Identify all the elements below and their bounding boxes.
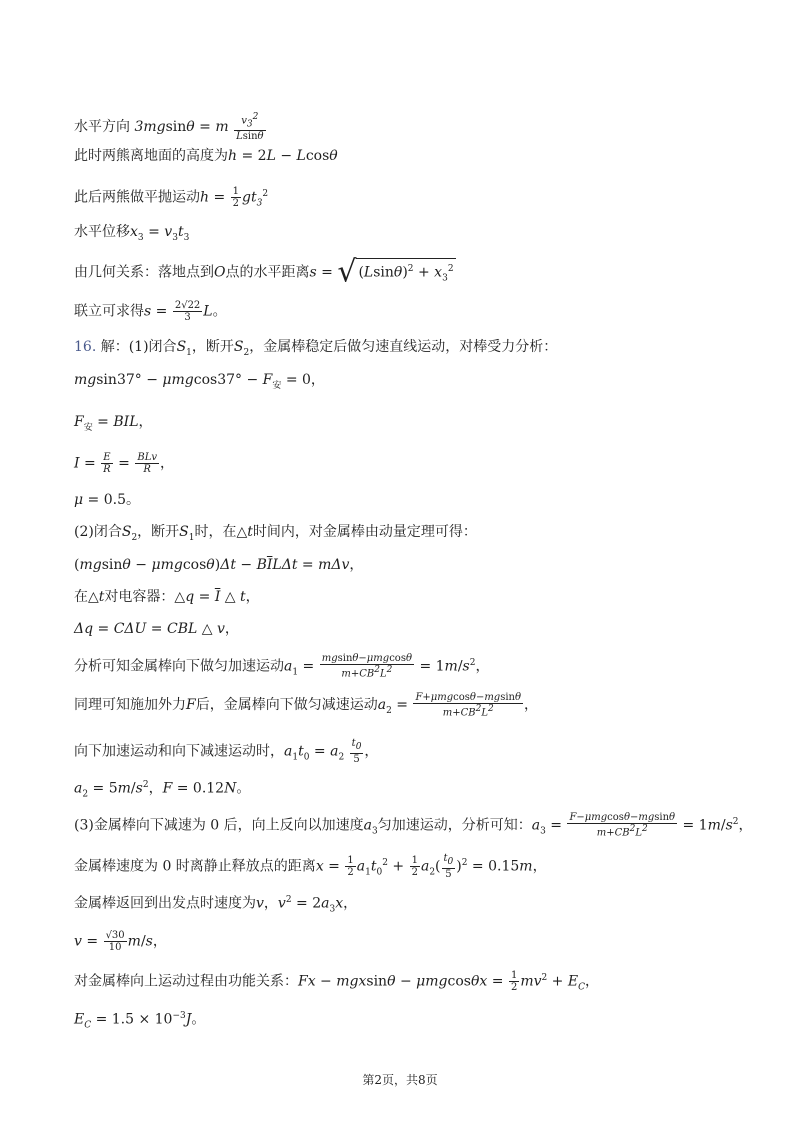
eq-energy: 对金属棒向上运动过程由功能关系：Fx − mgxsinθ − μmgcosθx = $\frac{1}{2}$ $mv^2 + E_C$， [74,970,599,994]
eq-geometry: 由几何关系：落地点到O点的水平距离s = √ $(Lsin\theta)^2 + x_3^2$ [74,254,454,290]
eq-a2-f: $a_2 = 5m/s^2$，F = 0.12N。 [74,780,251,800]
eq-charge: Δq = CΔU = CBL △ v， [74,621,239,637]
eq-horizontal-force: 水平方向 3mgsinθ = m $\frac{v_3^2}{Lsin\theta}$ [74,112,264,143]
eq-a3: (3)金属棒向下减速为 0 后，向上反向以加速度$a_3$匀加速运动，分析可知：$a_3$ = $\frac{\text{F−μmgcosθ−mgsinθ}}{m+CB^2L^2}$ = $1m/s^2$， [74,812,753,839]
eq-displacement: 水平位移$x_3 = v_3t_3$ [74,224,190,243]
eq-momentum: $(mgsin\theta - \mu mgcos\theta)\Delta t - B\overline{I}L\Delta t = m\Delta v$， [74,557,364,573]
eq-a2: 同理可知施加外力F后，金属棒向下做匀减速运动$a_2$ = $\frac{\text{F+μmgcosθ−mgsinθ}}{m+CB^2L^2}$ ， [74,692,539,719]
eq-ampere-force: $F_安$ = BIL， [74,414,153,433]
eq-capacitor: 在△t对电容器：△q = $\overline{I}$ △ t， [74,589,260,605]
eq-mu: μ = 0.5。 [74,492,141,508]
eq-height: 此时两熊离地面的高度为h = 2L − Lcosθ [74,148,338,164]
eq-current: I = $\frac{E}{R}$ = $\frac{\text{BLv}}{R}$ ， [74,452,174,475]
eq-result-s: 联立可求得s = $\frac{2√22}{3}$ L。 [74,300,227,323]
eq-distance: 金属棒速度为 0 时离静止释放点的距离x = $\frac{1}{2}$ $a_1t_0^2$ + $\frac{1}{2}$ $a_2$( $\frac{t_0}{5}$ )$^2$ = 0.15m， [74,853,547,881]
problem-16-intro: 16. 解：(1)闭合$S_1$，断开$S_2$，金属棒稳定后做匀速直线运动，对棒受力分析： [74,339,558,358]
eq-a1t0: 向下加速运动和向下减速运动时，$a_1t_0 = a_2$ $\frac{t_0}{5}$ ， [74,738,379,765]
page-footer: 第2页，共8页 [362,1073,438,1087]
eq-return-velocity: 金属棒返回到出发点时速度为v，$v^2 = 2a_3x$， [74,895,358,915]
eq-projectile: 此后两熊做平抛运动h = $\frac{1}{2}$ $gt_3^2$ [74,186,269,210]
part-2-intro: (2)闭合$S_2$，断开$S_1$时，在△t时间内，对金属棒由动量定理可得： [74,524,477,543]
eq-a1: 分析可知金属棒向下做匀加速运动$a_1$ = $\frac{\text{mgsinθ−μmgcosθ}}{m+CB^2L^2}$ = $1m/s^2$， [74,653,490,680]
eq-balance: $mgsin37^\circ - \mu mgcos37^\circ - F_安 = 0$， [74,372,325,391]
eq-ec: $E_C = 1.5 \times 10^{-3}J$。 [74,1011,206,1031]
eq-v-value: v = $\frac{√30}{10}$ m/s， [74,930,167,953]
